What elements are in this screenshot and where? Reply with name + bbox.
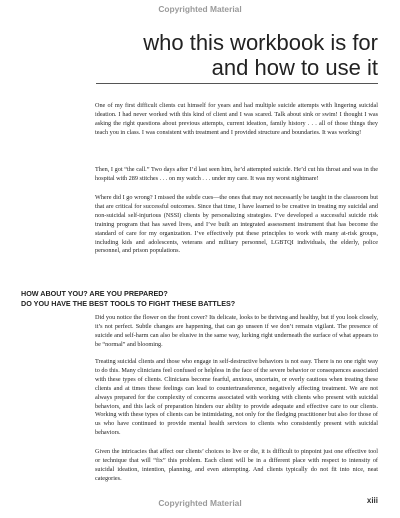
chapter-title: [143, 30, 378, 80]
intro-paragraph-2: Then, I got “the call.” Two days after I’d last seen him, he’d attempted suicide. He’d cut his throat and was in the hospital with 289 stitches . . . on my watch . . . under my care. It was my worst nightmare!: [95, 166, 378, 182]
intro-paragraph-3: Where did I go wrong? I missed the subtle cues—the ones that may not necessarily be taught in the classroom but that are critical for successful outcomes. Since that time, I have learned to be creative in treating my suicidal and non-suicidal self-injurious (NSSI) clients by personalizing strategies. I’ve developed a successful suicide risk training program that has saved lives, and I’ve built an integrated assessment instrument that has become the standard of care for my organization. I’ve effectively put these principles to work with many at-risk groups, including kids and adolescents, veterans and military personnel, LGBTQI individuals, the elderly, police personnel, and prison populations.: [95, 194, 378, 255]
chapter-title-line-2: and how to use it: [211, 55, 378, 80]
section-paragraph-1: Did you notice the flower on the front cover? Its delicate, looks to be thriving and healthy, but if you look closely, it’s not perfect. Subtle changes are happening, that can go unseen if we don’t remain vigilant. The presence of suicide and self-harm can also be elusive in the same way, lurking right underneath the surface of what appears to be “normal” and blooming.: [95, 314, 378, 348]
copyright-watermark-top: Copyrighted Material: [158, 4, 242, 14]
section-heading-line-1: HOW ABOUT YOU? ARE YOU PREPARED?: [21, 289, 168, 298]
section-heading: [21, 289, 235, 308]
section-paragraph-3: Given the intricacies that affect our clients’ choices to live or die, it is difficult to pinpoint just one effective tool or technique that will “fix” this problem. Each client will be in a different place with respect to intensity of suicidal ideation, intention, planning, and even attempting. And clients typically do not fit into nice, neat categories.: [95, 448, 378, 482]
intro-paragraph-1: One of my first difficult clients cut himself for years and had multiple suicide attempts with lingering suicidal ideation. I had never worked with this kind of client and I was scared. Talk about sink or swim! I thought I was asking the right questions about previous attempts, current ideation, family history . . . all of those things they teach you in class. I was consistent with treatment and I provided structure and boundaries. It was working!: [95, 102, 378, 136]
copyright-watermark-bottom: Copyrighted Material: [158, 498, 242, 508]
title-divider: [96, 83, 378, 84]
page-number: xiii: [366, 496, 378, 505]
chapter-title-line-1: who this workbook is for: [143, 30, 378, 55]
section-paragraph-2: Treating suicidal clients and those who engage in self-destructive behaviors is not easy. There is no one right way to do this. Many clinicians feel confused or helpless in the face of the severe behavior or consequences associated with these types of clients. Clinicians become fearful, anxious, uncertain, or overly cautious when treating these clients and at times these feelings can lead to countertransference, negatively affecting treatment. We are not always prepared for the complexity of concerns associated with working with clients who present with suicidal behaviors, and this lack of preparation hinders our ability to provide adequate and effective care to our clients. Working with these types of clients can be intimidating, not only for the fledging practitioner but also for those of us who have continued to provide mental health services to clients who consistently present with suicidal behaviors.: [95, 358, 378, 437]
section-heading-line-2: DO YOU HAVE THE BEST TOOLS TO FIGHT THESE BATTLES?: [21, 298, 236, 308]
